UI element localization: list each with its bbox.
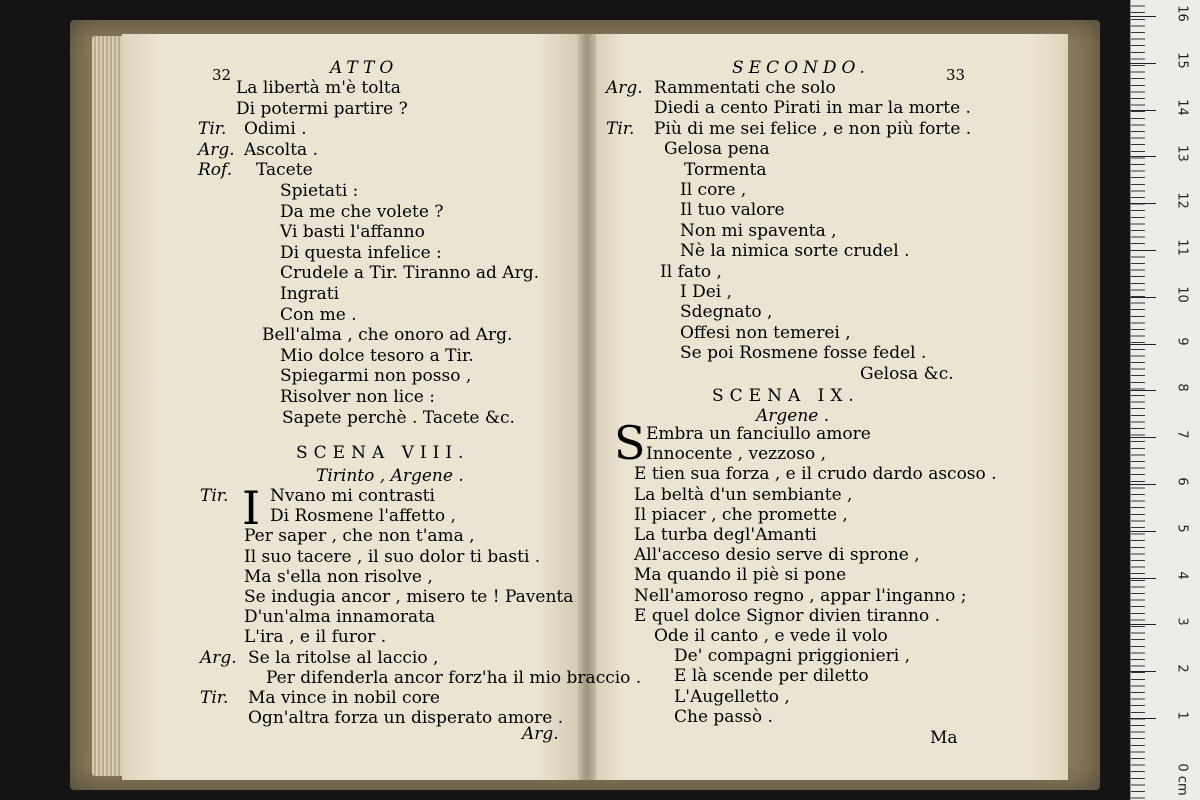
right-scene-line: Ode il canto , e vede il volo xyxy=(654,626,888,646)
ruler-major-tick xyxy=(1130,484,1156,485)
right-scene-line: Innocente , vezzoso , xyxy=(646,444,827,465)
ruler-number: 4 xyxy=(1174,570,1190,580)
left-text-line: Di questa infelice : xyxy=(280,242,442,263)
right-text-line: Non mi spaventa , xyxy=(680,220,837,241)
left-text-line: Spietati : xyxy=(280,181,359,201)
left-text-line: Con me . xyxy=(280,304,357,325)
left-scene-line-speaker: Tir. xyxy=(200,486,229,506)
right-text-line: Sdegnato , xyxy=(680,302,773,323)
ruler-unit-label: 0 cm xyxy=(1174,763,1190,796)
right-scene-line: Che passò . xyxy=(674,706,773,727)
right-text-line: I Dei , xyxy=(680,282,733,302)
right-text-line: Il fato , xyxy=(660,261,722,282)
right-scene-line: L'Augelletto , xyxy=(674,686,790,707)
right-text-line: Tormenta xyxy=(684,159,767,180)
ruler-major-tick xyxy=(1130,110,1156,111)
ruler-number: 7 xyxy=(1174,430,1190,439)
ruler-number: 9 xyxy=(1174,336,1190,346)
left-text-line: Spiegarmi non posso , xyxy=(280,366,472,387)
ruler-major-tick xyxy=(1130,671,1156,672)
right-text-line: Rammentati che solo xyxy=(654,78,836,98)
ruler-major-tick xyxy=(1130,344,1156,345)
ruler-major-tick xyxy=(1130,531,1156,532)
left-scene-line-speaker: Arg. xyxy=(200,647,237,668)
left-scene-line: Per saper , che non t'ama , xyxy=(244,526,475,547)
ruler-number: 11 xyxy=(1174,239,1190,256)
ruler-number: 3 xyxy=(1174,617,1190,627)
ruler-number: 5 xyxy=(1174,524,1190,533)
ruler-major-tick xyxy=(1130,578,1156,579)
left-text-line: Risolver non lice : xyxy=(280,387,435,407)
ruler-number: 1 xyxy=(1174,711,1190,720)
right-text-line: Il tuo valore xyxy=(680,200,785,221)
right-text-line: Offesi non temerei , xyxy=(680,322,851,343)
ruler-major-tick xyxy=(1130,156,1156,157)
left-text-line: Odimi . xyxy=(244,119,307,140)
left-text-line: Mio dolce tesoro a Tir. xyxy=(280,345,474,366)
ruler-number: 12 xyxy=(1174,192,1190,209)
ruler-major-tick xyxy=(1130,203,1156,204)
right-scene-title: SCENA IX. xyxy=(712,386,860,406)
ruler-number: 6 xyxy=(1174,477,1190,486)
left-text-line-speaker: Rof. xyxy=(198,160,233,181)
right-text-line: Il core , xyxy=(680,180,747,200)
left-scene-line: Ma s'ella non risolve , xyxy=(244,566,433,587)
left-text-line: Di potermi partire ? xyxy=(236,98,408,119)
left-scene-line: L'ira , e il furor . xyxy=(244,627,387,648)
right-scene-line: E tien sua forza , e il crudo dardo ascoso . xyxy=(634,464,997,485)
ruler-number: 2 xyxy=(1174,664,1190,673)
left-scene-line: Ogn'altra forza un disperato amore . xyxy=(248,708,564,729)
right-scene-line: E là scende per diletto xyxy=(674,666,869,687)
ruler-number: 13 xyxy=(1174,145,1190,163)
ruler-major-tick xyxy=(1130,16,1156,17)
left-scene-line: Per difenderla ancor forz'ha il mio braccio . xyxy=(266,667,642,688)
ruler-number: 14 xyxy=(1174,98,1190,116)
right-scene-line: Il piacer , che promette , xyxy=(634,504,848,525)
right-text-line: Se poi Rosmene fosse fedel . xyxy=(680,343,927,364)
left-text-line: Ingrati xyxy=(280,284,340,304)
left-text-line: Bell'alma , che onoro ad Arg. xyxy=(262,325,513,346)
left-running-head: ATTO xyxy=(330,58,399,78)
ruler-number: 10 xyxy=(1174,286,1190,303)
right-scene-line: De' compagni priggionieri , xyxy=(674,646,911,667)
right-scene-line: Nell'amoroso regno , appar l'inganno ; xyxy=(634,585,967,606)
right-text-line: Gelosa pena xyxy=(664,139,770,160)
right-text-line-speaker: Tir. xyxy=(606,118,635,139)
ruler-number: 15 xyxy=(1174,52,1190,69)
right-dropcap: S xyxy=(614,416,646,470)
left-text-line: Sapete perchè . Tacete &c. xyxy=(282,407,515,428)
right-scene-line: Ma quando il piè si pone xyxy=(634,565,847,586)
left-scene-line: Nvano mi contrasti xyxy=(270,486,435,506)
ruler-major-tick xyxy=(1130,250,1156,251)
ruler-number: 16 xyxy=(1174,5,1190,22)
left-text-line: Ascolta . xyxy=(244,139,318,160)
left-text-line: Crudele a Tir. Tiranno ad Arg. xyxy=(280,263,539,284)
measuring-ruler xyxy=(1130,0,1200,800)
left-catchword: Arg. xyxy=(522,724,559,744)
left-scene-line: Ma vince in nobil core xyxy=(248,688,440,708)
ruler-number: 8 xyxy=(1174,383,1190,393)
right-text-line: Nè la nimica sorte crudel . xyxy=(680,241,910,262)
right-scene-line: La beltà d'un sembiante , xyxy=(634,484,853,505)
left-scene-line: Di Rosmene l'affetto , xyxy=(270,506,456,527)
left-scene-title: SCENA VIII. xyxy=(296,443,470,463)
right-catchword: Ma xyxy=(930,728,958,748)
left-scene-line-speaker: Tir. xyxy=(200,688,229,708)
right-text-line-speaker: Arg. xyxy=(606,78,643,98)
left-scene-persons: Tirinto , Argene . xyxy=(316,466,464,486)
right-page-number: 33 xyxy=(946,66,966,84)
left-text-line: Tacete xyxy=(256,160,313,181)
left-text-line: Vi basti l'affanno xyxy=(280,222,425,243)
ruler-major-tick xyxy=(1130,390,1156,391)
left-dropcap: I xyxy=(242,481,261,535)
right-text-line: Diedi a cento Pirati in mar la morte . xyxy=(654,98,971,119)
right-running-head: SECONDO. xyxy=(732,58,870,78)
left-scene-line: Se indugia ancor , misero te ! Paventa xyxy=(244,587,574,607)
ruler-major-tick xyxy=(1130,718,1156,719)
ruler-major-tick xyxy=(1130,624,1156,625)
ruler-major-tick xyxy=(1130,297,1156,298)
left-page-number: 32 xyxy=(212,66,232,84)
left-text-line-speaker: Tir. xyxy=(198,119,227,140)
right-scene-persons: Argene . xyxy=(756,406,830,426)
left-scene-line: Il suo tacere , il suo dolor ti basti . xyxy=(244,546,541,567)
left-text-line: Da me che volete ? xyxy=(280,201,444,222)
right-scene-line: All'acceso desio serve di sprone , xyxy=(634,545,920,566)
right-text-line: Gelosa &c. xyxy=(860,363,954,384)
right-scene-line: Embra un fanciullo amore xyxy=(646,424,871,444)
ruler-major-tick xyxy=(1130,437,1156,438)
ruler-major-tick xyxy=(1130,63,1156,64)
left-text-line: La libertà m'è tolta xyxy=(236,78,401,98)
left-scene-line: Se la ritolse al laccio , xyxy=(248,647,439,668)
right-text-line: Più di me sei felice , e non più forte . xyxy=(654,118,972,139)
left-text-line-speaker: Arg. xyxy=(198,139,235,160)
right-scene-line: La turba degl'Amanti xyxy=(634,525,817,545)
right-scene-line: E quel dolce Signor divien tiranno . xyxy=(634,605,941,626)
left-scene-line: D'un'alma innamorata xyxy=(244,607,436,628)
